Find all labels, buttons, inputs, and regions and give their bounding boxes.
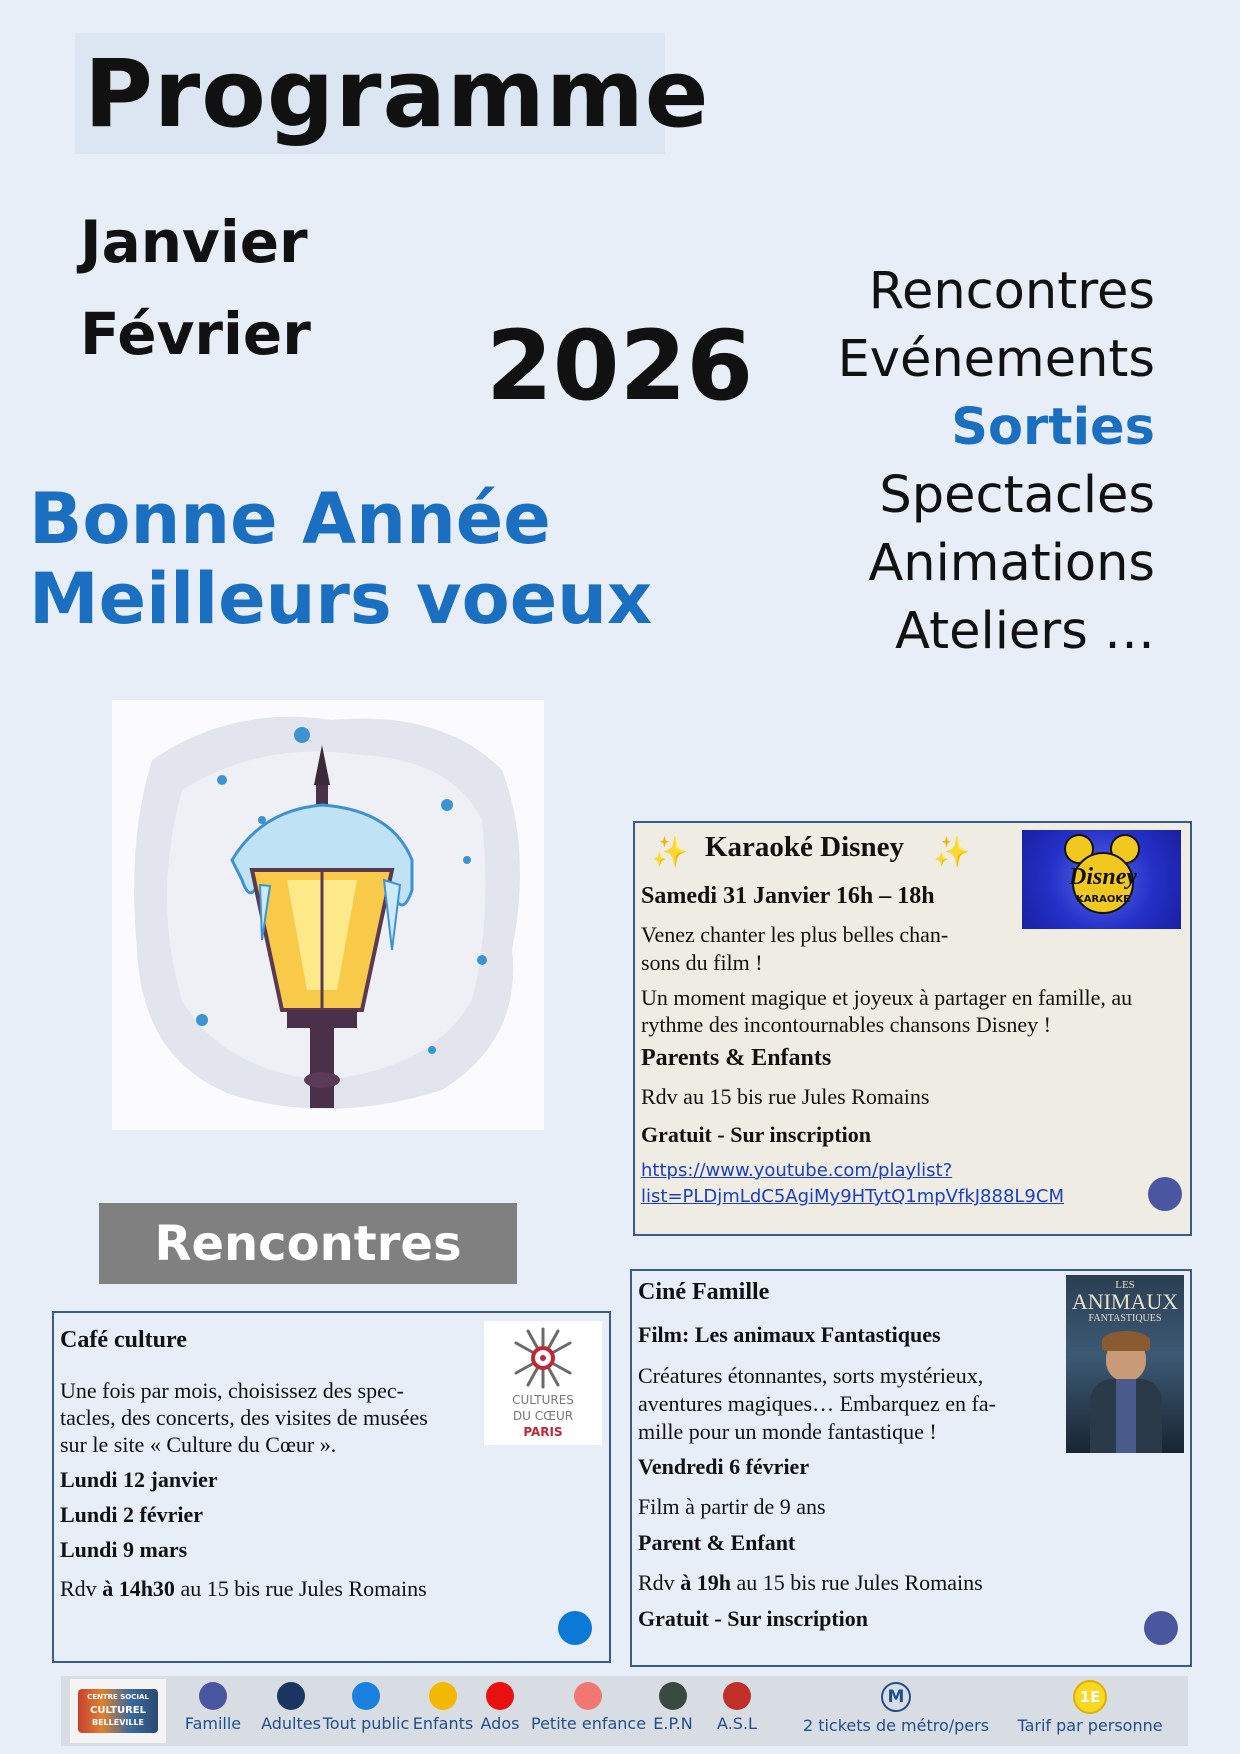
cine-title: Ciné Famille (638, 1279, 770, 1305)
legend-adultes: Adultes (249, 1676, 333, 1746)
famille-dot-icon (1144, 1611, 1178, 1645)
cultures-du-coeur-logo (484, 1321, 602, 1445)
youtube-playlist-link-line2[interactable]: list=PLDjmLdC5AgiMy9HTytQ1mpVfkJ888L9CM (641, 1186, 1064, 1207)
cine-date: Vendredi 6 février (638, 1454, 810, 1479)
karaoke-title: Karaoké Disney (705, 831, 904, 863)
cine-age: Film à partir de 9 ans (638, 1494, 826, 1519)
category-sorties: Sorties (951, 398, 1155, 457)
category-list (838, 258, 1155, 666)
adultes-dot-icon (277, 1682, 305, 1710)
tout-public-dot-icon (352, 1682, 380, 1710)
karaoke-price: Gratuit - Sur inscription (641, 1122, 872, 1147)
centre-social-logo (70, 1679, 166, 1743)
karaoke-desc-line: rythme des incontournables chansons Disney ! (641, 1012, 1051, 1037)
asl-dot-icon (723, 1682, 751, 1710)
cafe-date-1: Lundi 12 janvier (60, 1467, 218, 1492)
tout-public-dot-icon (558, 1611, 592, 1645)
ados-dot-icon (486, 1682, 514, 1710)
karaoke-desc-line: Un moment magique et joyeux à partager en famille, au (641, 985, 1133, 1010)
karaoke-desc-line: sons du film ! (641, 950, 763, 975)
cine-desc-line: Créatures étonnantes, sorts mystérieux, (638, 1363, 984, 1388)
section-banner-rencontres: Rencontres (99, 1203, 517, 1284)
epn-dot-icon (659, 1682, 687, 1710)
legend-asl: A.S.L (707, 1676, 767, 1746)
poster-text-1: LES (1115, 1279, 1135, 1291)
enfants-dot-icon (429, 1682, 457, 1710)
karaoke-event-card (633, 821, 1192, 1236)
cafe-title: Café culture (60, 1327, 187, 1353)
category-rencontres: Rencontres (868, 262, 1155, 321)
logo-text-2: DU CŒUR (512, 1409, 574, 1423)
cine-rdv: Rdv à 19h au 15 bis rue Jules Romains (638, 1570, 983, 1595)
legend-epn: E.P.N (643, 1676, 703, 1746)
legend-enfants: Enfants (408, 1676, 478, 1746)
cine-famille-card (630, 1269, 1192, 1667)
logo-line-3: BELLEVILLE (91, 1718, 145, 1727)
cafe-culture-card (52, 1311, 611, 1663)
legend-tarif: 1E Tarif par personne (1009, 1676, 1171, 1746)
euro-coin-icon: 1E (1073, 1680, 1107, 1714)
cine-price: Gratuit - Sur inscription (638, 1606, 869, 1631)
logo-line-2: CULTUREL (89, 1705, 147, 1716)
cine-desc-line: mille pour un monde fantastique ! (638, 1419, 937, 1444)
category-ateliers: Ateliers … (895, 602, 1155, 661)
petite-enfance-dot-icon (574, 1682, 602, 1710)
page-title: Programme (84, 40, 710, 149)
month-january: Janvier (80, 208, 308, 276)
youtube-playlist-link-line1[interactable]: https://www.youtube.com/playlist? (641, 1160, 953, 1181)
disney-logo-text: Disney (1069, 864, 1137, 890)
legend-ados: Ados (475, 1676, 525, 1746)
karaoke-audience: Parents & Enfants (641, 1045, 832, 1071)
category-animations: Animations (868, 534, 1155, 593)
cafe-date-3: Lundi 9 mars (60, 1537, 188, 1562)
poster-text-3: FANTASTIQUES (1088, 1313, 1162, 1324)
cafe-desc-line: Une fois par mois, choisissez des spec- (60, 1378, 404, 1403)
famille-dot-icon (1148, 1177, 1182, 1211)
legend-famille: Famille (171, 1676, 255, 1746)
sparkle-icon: ✨ (933, 836, 971, 869)
logo-text-1: CULTURES (512, 1393, 574, 1407)
karaoke-desc-line: Venez chanter les plus belles chan- (641, 922, 949, 947)
lantern-watercolor-icon (112, 700, 544, 1130)
category-evenements: Evénements (837, 330, 1155, 389)
cafe-desc-line: tacles, des concerts, des visites de musées (60, 1405, 428, 1430)
cafe-rdv: Rdv à 14h30 au 15 bis rue Jules Romains (60, 1576, 427, 1601)
greeting-line-2: Meilleurs voeux (29, 558, 653, 640)
cafe-desc-line: sur le site « Culture du Cœur ». (60, 1432, 337, 1457)
metro-icon: M (881, 1682, 911, 1712)
legend-bar (61, 1676, 1188, 1746)
greeting-line-1: Bonne Année (29, 478, 551, 560)
poster-text-2: ANIMAUX (1071, 1289, 1179, 1314)
cine-film: Film: Les animaux Fantastiques (638, 1322, 941, 1347)
cafe-date-2: Lundi 2 février (60, 1502, 203, 1527)
film-poster (1066, 1275, 1184, 1453)
karaoke-place: Rdv au 15 bis rue Jules Romains (641, 1084, 930, 1109)
logo-text-3: PARIS (523, 1425, 563, 1439)
sparkle-icon: ✨ (651, 836, 689, 869)
cine-desc-line: aventures magiques… Embarquez en fa- (638, 1391, 996, 1416)
legend-tout-public: Tout public (318, 1676, 414, 1746)
cine-audience: Parent & Enfant (638, 1530, 796, 1555)
karaoke-logo-sub: KARAOKE (1075, 894, 1130, 905)
month-february: Février (80, 300, 311, 368)
legend-petite-enfance: Petite enfance (531, 1676, 645, 1746)
disney-karaoke-logo (1022, 830, 1181, 929)
legend-metro: M 2 tickets de métro/pers (801, 1676, 991, 1746)
category-spectacles: Spectacles (879, 466, 1155, 525)
logo-line-1: CENTRE SOCIAL (87, 1693, 149, 1701)
karaoke-date: Samedi 31 Janvier 16h – 18h (641, 883, 935, 909)
year: 2026 (486, 310, 754, 422)
famille-dot-icon (199, 1682, 227, 1710)
